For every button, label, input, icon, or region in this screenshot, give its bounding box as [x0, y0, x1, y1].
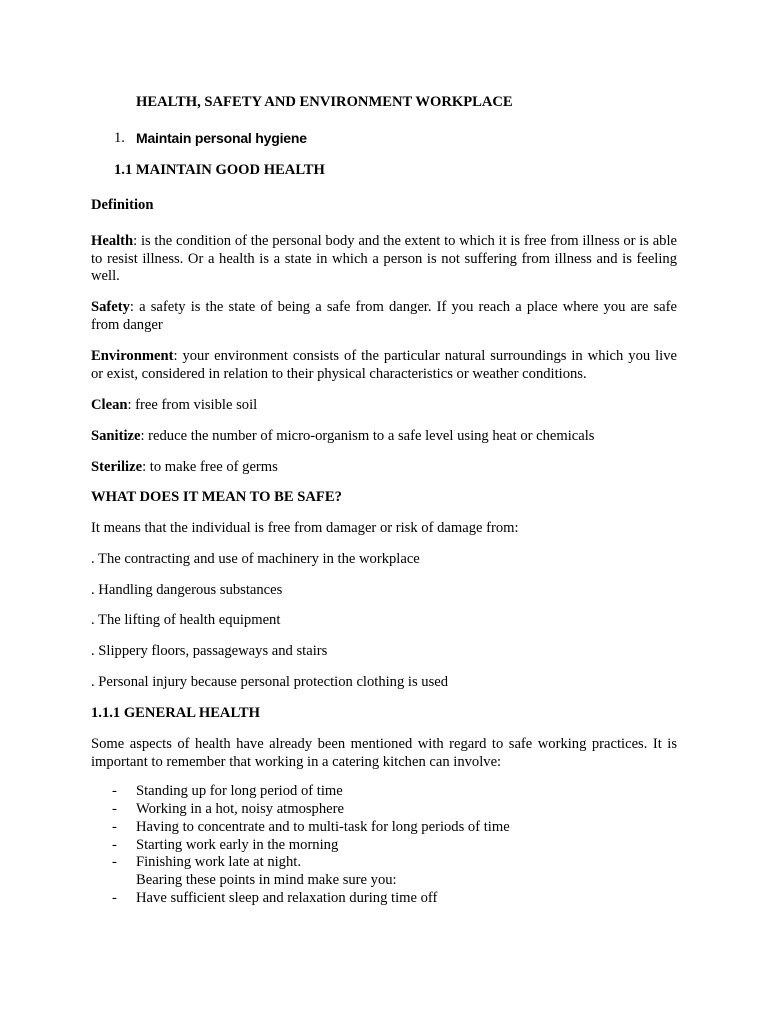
definition-text: : reduce the number of micro-organism to a safe level using heat or chemicals [140, 428, 595, 444]
dash-marker: - [112, 801, 117, 817]
section-1-title: Maintain personal hygiene [136, 130, 307, 146]
definition-sterilize [91, 459, 677, 477]
definition-text: : a safety is the state of being a safe from danger. If you reach a place where you are safe from danger [91, 299, 677, 333]
safe-list-item: . Slippery floors, passageways and stairs [91, 643, 328, 659]
definition-text: : your environment consists of the particular natural surroundings in which you live or exist, considered in relation to their physical characteristics or weather conditions. [91, 348, 677, 382]
involve-item-text: Standing up for long period of time [136, 783, 343, 799]
involve-item-text: Starting work early in the morning [136, 837, 339, 853]
safe-list-item: . Personal injury because personal protection clothing is used [91, 674, 449, 690]
general-health-heading: 1.1.1 GENERAL HEALTH [91, 705, 260, 721]
involve-item-text: Having to concentrate and to multi-task for long periods of time [136, 819, 510, 835]
definition-term: Sterilize [91, 459, 143, 475]
definition-text: : free from visible soil [127, 397, 258, 413]
make-sure-item-text: Have sufficient sleep and relaxation during time off [136, 890, 438, 906]
definition-term: Sanitize [91, 428, 141, 444]
definition-term: Clean [91, 397, 128, 413]
safe-heading: WHAT DOES IT MEAN TO BE SAFE? [91, 489, 342, 505]
definition-term: Environment [91, 348, 174, 364]
safe-list-item: . The contracting and use of machinery in the workplace [91, 551, 420, 567]
dash-marker: - [112, 783, 117, 799]
definition-heading: Definition [91, 197, 154, 213]
definition-text: : to make free of germs [142, 459, 278, 475]
bearing-text: Bearing these points in mind make sure you: [136, 872, 397, 888]
general-health-intro: Some aspects of health have already been mentioned with regard to safe working practices. It is important to remember that working in a catering kitchen can involve: [91, 736, 677, 770]
definition-term: Safety [91, 299, 130, 315]
dash-marker: - [112, 837, 117, 853]
involve-item-text: Working in a hot, noisy atmosphere [136, 801, 344, 817]
subsection-1-1-heading: 1.1 MAINTAIN GOOD HEALTH [114, 162, 325, 178]
dash-marker: - [112, 890, 117, 906]
definition-sanitize [91, 428, 677, 446]
dash-marker: - [112, 819, 117, 835]
definition-term: Health [91, 233, 134, 249]
safe-list-item: . Handling dangerous substances [91, 582, 283, 598]
definition-health [91, 233, 677, 286]
definition-safety [91, 299, 677, 334]
safe-list-item: . The lifting of health equipment [91, 612, 281, 628]
document-title: HEALTH, SAFETY AND ENVIRONMENT WORKPLACE [136, 94, 513, 110]
definition-clean [91, 397, 677, 415]
safe-intro: It means that the individual is free from damager or risk of damage from: [91, 520, 519, 536]
dash-marker: - [112, 854, 117, 870]
definition-environment [91, 348, 677, 383]
section-1-number: 1. [114, 130, 125, 146]
definition-text: : is the condition of the personal body and the extent to which it is free from illness or is able to resist illness. Or a health is a state in which a person is not suffering from illness and is feeling well. [91, 233, 677, 285]
involve-item-text: Finishing work late at night. [136, 854, 301, 870]
